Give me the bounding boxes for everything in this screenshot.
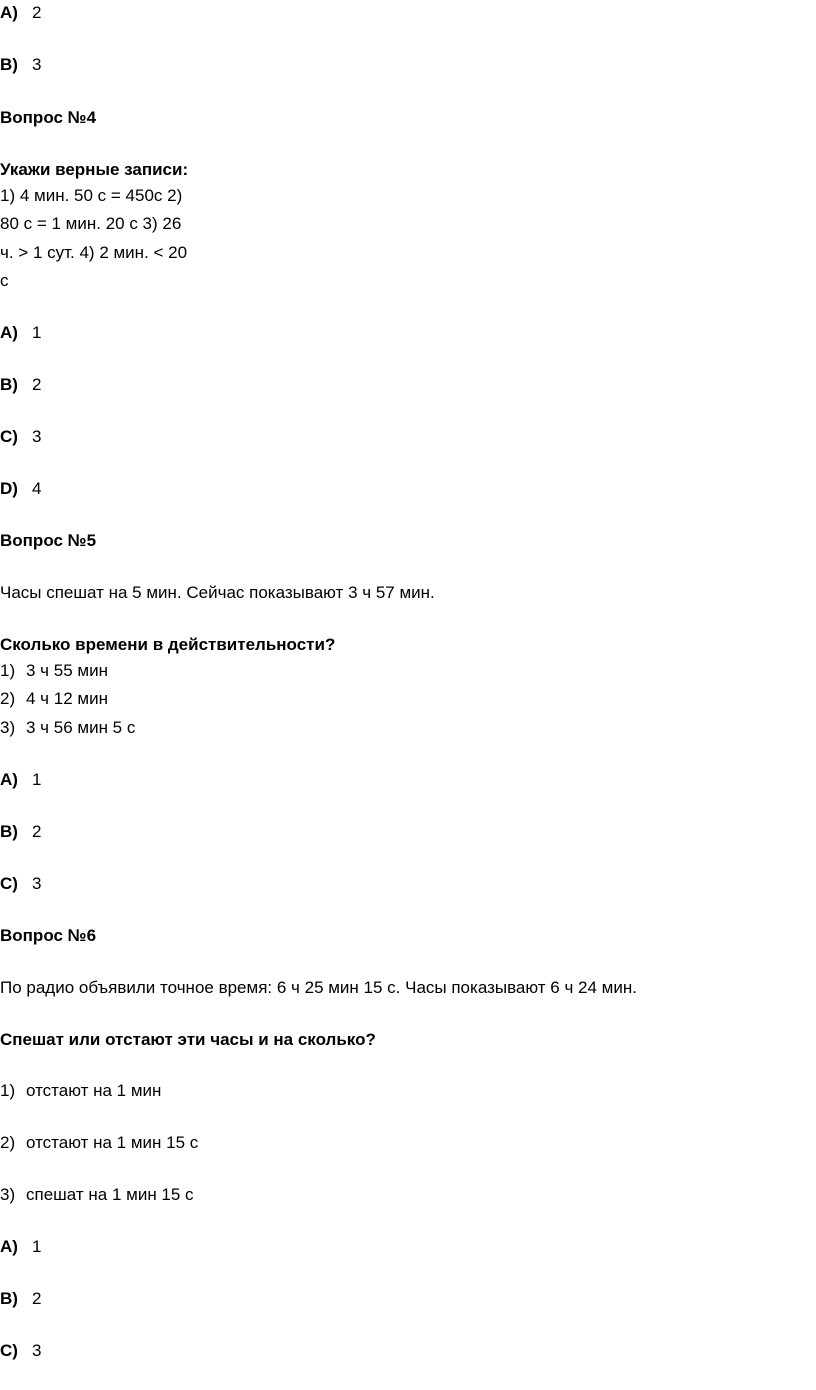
question-5-text: Часы спешат на 5 мин. Сейчас показывают 3 ч 57 мин.	[0, 583, 435, 602]
question-4-line: 80 с = 1 мин. 20 с 3) 26	[0, 214, 182, 233]
question-4-line: 1) 4 мин. 50 с = 450с 2)	[0, 186, 183, 205]
question-6-choice: 2) отстают на 1 мин 15 с	[0, 1133, 199, 1152]
question-6-choice: 3) спешат на 1 мин 15 с	[0, 1185, 194, 1204]
answer-option-c[interactable]: C) 3	[0, 427, 42, 446]
answer-option-a[interactable]: A) 1	[0, 770, 42, 789]
answer-option-b[interactable]: B) 2	[0, 1289, 42, 1308]
question-5-title: Вопрос №5	[0, 531, 97, 550]
question-4-prompt: Укажи верные записи:	[0, 160, 189, 179]
answer-option-c[interactable]: C) 3	[0, 1341, 42, 1360]
answer-option-d[interactable]: D) 4	[0, 479, 42, 498]
answer-option-a[interactable]: A) 1	[0, 323, 42, 342]
question-6-title: Вопрос №6	[0, 926, 97, 945]
question-4-title: Вопрос №4	[0, 108, 97, 127]
answer-option-b[interactable]: B) 2	[0, 375, 42, 394]
answer-option-a[interactable]: A) 2	[0, 3, 42, 22]
question-6-text: По радио объявили точное время: 6 ч 25 мин 15 с. Часы показывают 6 ч 24 мин.	[0, 978, 637, 997]
answer-option-b[interactable]: B) 2	[0, 822, 42, 841]
answer-option-a[interactable]: A) 1	[0, 1237, 42, 1256]
question-5-choice: 3) 3 ч 56 мин 5 с	[0, 718, 136, 737]
question-6-choice: 1) отстают на 1 мин	[0, 1081, 162, 1100]
answer-option-b[interactable]: B) 3	[0, 55, 42, 74]
question-4-line: с	[0, 271, 9, 290]
question-6-prompt: Спешат или отстают эти часы и на сколько?	[0, 1030, 376, 1049]
question-5-choice: 1) 3 ч 55 мин	[0, 661, 108, 680]
question-5-choice: 2) 4 ч 12 мин	[0, 689, 108, 708]
question-4-line: ч. > 1 сут. 4) 2 мин. < 20	[0, 243, 188, 262]
question-5-prompt: Сколько времени в действительности?	[0, 635, 336, 654]
answer-option-c[interactable]: C) 3	[0, 874, 42, 893]
